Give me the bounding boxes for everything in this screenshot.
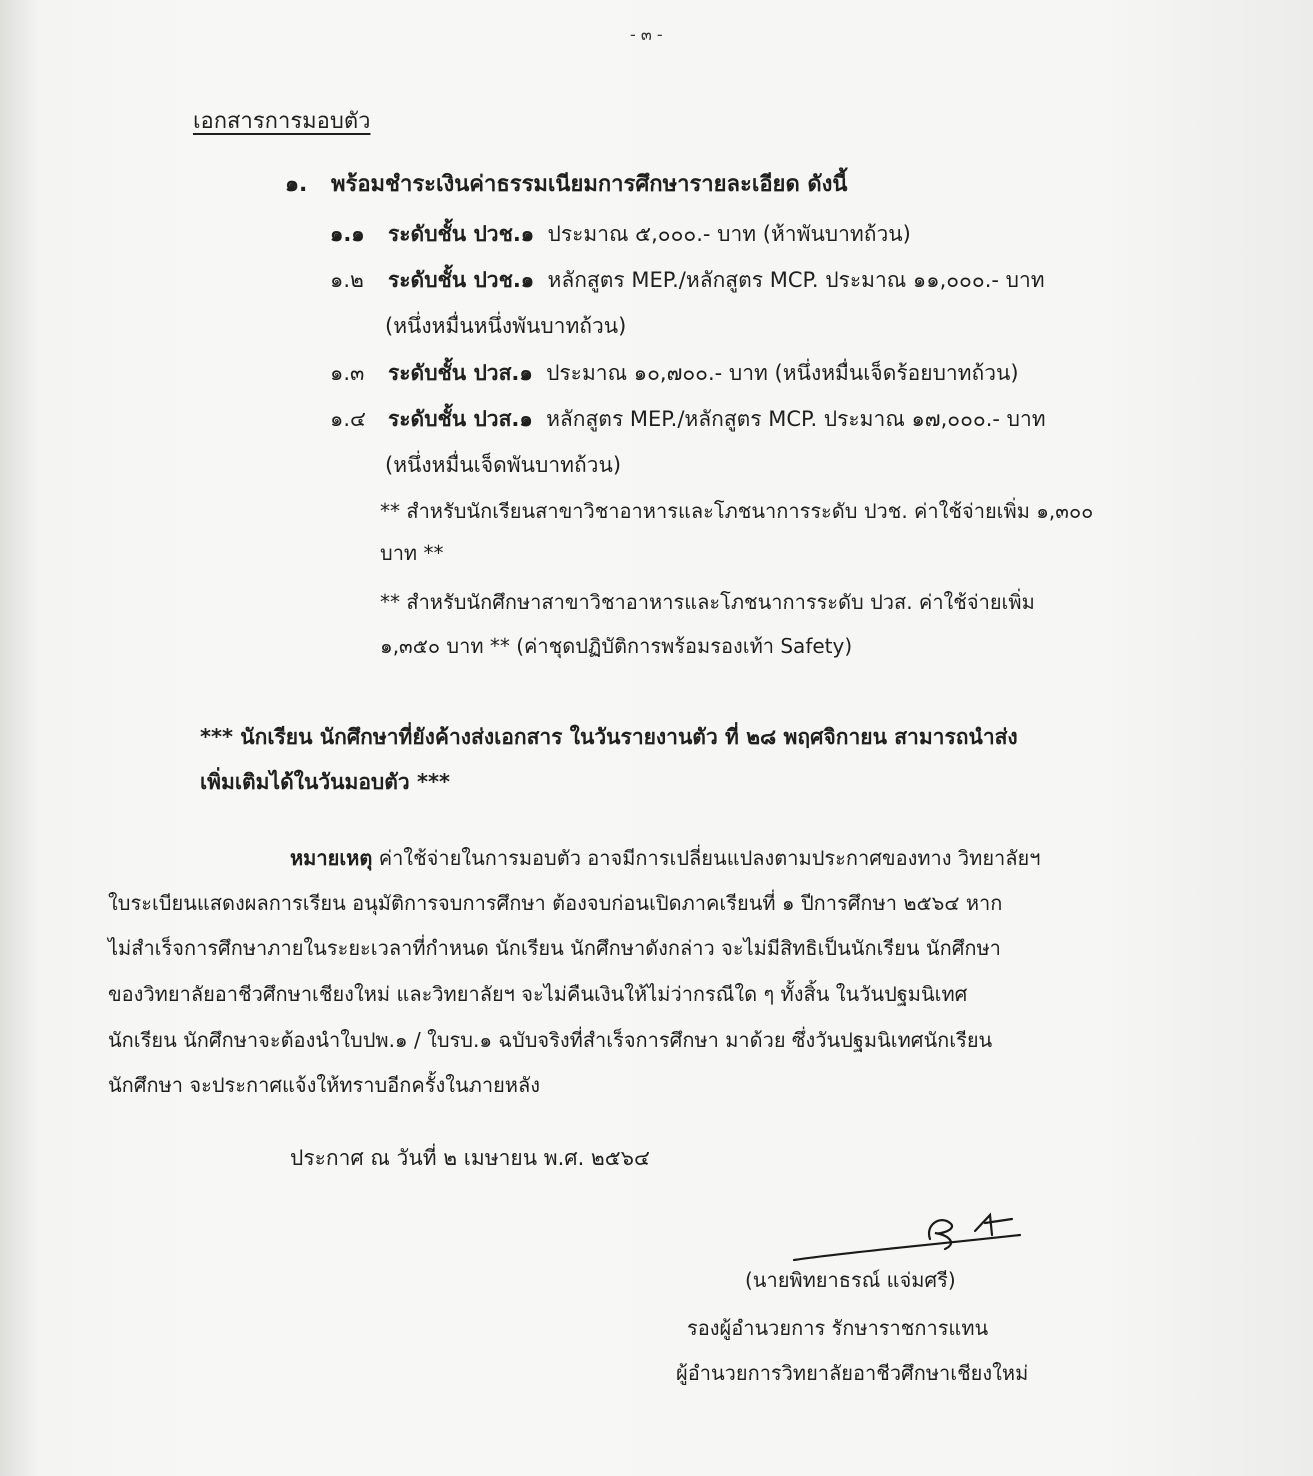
subitem-detail: ประมาณ ๕,๐๐๐.- บาท (ห้าพันบาทถ้วน) bbox=[547, 222, 911, 246]
subitem-1-2-continuation: (หนึ่งหมื่นหนึ่งพันบาทถ้วน) bbox=[385, 314, 627, 338]
signatory-position-2: ผู้อำนวยการวิทยาลัยอาชีวศึกษาเชียงใหม่ bbox=[676, 1361, 1029, 1385]
note-1-line-2: บาท ** bbox=[380, 541, 444, 565]
subitem-1-4-continuation: (หนึ่งหมื่นเจ็ดพันบาทถ้วน) bbox=[385, 453, 622, 477]
remark-text: ค่าใช้จ่ายในการมอบตัว อาจมีการเปลี่ยนแปลงตามประกาศของทาง วิทยาลัยฯ bbox=[378, 846, 1041, 870]
remark-line-2: ใบระเบียนแสดงผลการเรียน อนุมัติการจบการศึกษา ต้องจบก่อนเปิดภาคเรียนที่ ๑ ปีการศึกษา ๒๕๖๔ หาก bbox=[108, 891, 1003, 915]
subitem-1-2 bbox=[330, 270, 1045, 291]
subitem-level: ระดับชั้น ปวส.๑ bbox=[388, 407, 533, 431]
signatory-name: (นายพิทยาธรณ์ แจ่มศรี) bbox=[745, 1268, 956, 1292]
subitem-number: ๑.๑ bbox=[330, 222, 365, 246]
subitem-1-4 bbox=[330, 409, 1046, 430]
notice-line-2: เพิ่มเติมได้ในวันมอบตัว *** bbox=[200, 770, 450, 794]
remark-line-4: ของวิทยาลัยอาชีวศึกษาเชียงใหม่ และวิทยาลัยฯ จะไม่คืนเงินให้ไม่ว่ากรณีใด ๆ ทั้งสิ้น ในวันปฐมนิเทศ bbox=[108, 982, 968, 1006]
subitem-1-3 bbox=[330, 363, 1019, 384]
subitem-level: ระดับชั้น ปวช.๑ bbox=[388, 268, 535, 292]
subitem-level: ระดับชั้น ปวส.๑ bbox=[388, 361, 533, 385]
remark-line-6: นักศึกษา จะประกาศแจ้งให้ทราบอีกครั้งในภายหลัง bbox=[108, 1073, 540, 1097]
remark-line-3: ไม่สำเร็จการศึกษาภายในระยะเวลาที่กำหนด นักเรียน นักศึกษาดังกล่าว จะไม่มีสิทธิเป็นนักเรียน นักศึกษา bbox=[108, 936, 1001, 960]
signatory-position-1: รองผู้อำนวยการ รักษาราชการแทน bbox=[687, 1316, 989, 1340]
subitem-1-1 bbox=[330, 224, 911, 245]
note-1-line-1: ** สำหรับนักเรียนสาขาวิชาอาหารและโภชนาการระดับ ปวช. ค่าใช้จ่ายเพิ่ม ๑,๓๐๐ bbox=[380, 499, 1094, 523]
subitem-level: ระดับชั้น ปวช.๑ bbox=[388, 222, 535, 246]
remark-line-1 bbox=[290, 848, 1040, 868]
subitem-number: ๑.๒ bbox=[330, 268, 364, 292]
item-1-text: พร้อมชำระเงินค่าธรรมเนียมการศึกษารายละเอียด ดังนี้ bbox=[331, 172, 848, 197]
item-1-number: ๑. bbox=[285, 172, 308, 197]
subitem-number: ๑.๔ bbox=[330, 407, 366, 431]
announcement-date: ประกาศ ณ วันที่ ๒ เมษายน พ.ศ. ๒๕๖๔ bbox=[290, 1146, 650, 1170]
subitem-detail: หลักสูตร MEP./หลักสูตร MCP. ประมาณ ๑๑,๐๐๐.- บาท bbox=[547, 268, 1045, 292]
note-2-line-2: ๑,๓๕๐ บาท ** (ค่าชุดปฏิบัติการพร้อมรองเท้า Safety) bbox=[380, 634, 853, 658]
page-number: - ๓ - bbox=[630, 25, 663, 44]
remark-label: หมายเหตุ bbox=[290, 846, 373, 870]
item-1 bbox=[285, 174, 847, 196]
subitem-detail: หลักสูตร MEP./หลักสูตร MCP. ประมาณ ๑๗,๐๐๐.- บาท bbox=[546, 407, 1046, 431]
section-heading: เอกสารการมอบตัว bbox=[193, 109, 371, 134]
remark-line-5: นักเรียน นักศึกษาจะต้องนำใบปพ.๑ / ใบรบ.๑ ฉบับจริงที่สำเร็จการศึกษา มาด้วย ซึ่งวันปฐมนิเทศนักเรียน bbox=[108, 1028, 993, 1052]
subitem-number: ๑.๓ bbox=[330, 361, 365, 385]
notice-line-1: *** นักเรียน นักศึกษาที่ยังค้างส่งเอกสาร ในวันรายงานตัว ที่ ๒๘ พฤศจิกายน สามารถนำส่ง bbox=[200, 725, 1018, 749]
subitem-detail: ประมาณ ๑๐,๗๐๐.- บาท (หนึ่งหมื่นเจ็ดร้อยบาทถ้วน) bbox=[546, 361, 1019, 385]
signature-image bbox=[790, 1205, 1030, 1275]
note-2-line-1: ** สำหรับนักศึกษาสาขาวิชาอาหารและโภชนาการระดับ ปวส. ค่าใช้จ่ายเพิ่ม bbox=[380, 590, 1035, 614]
